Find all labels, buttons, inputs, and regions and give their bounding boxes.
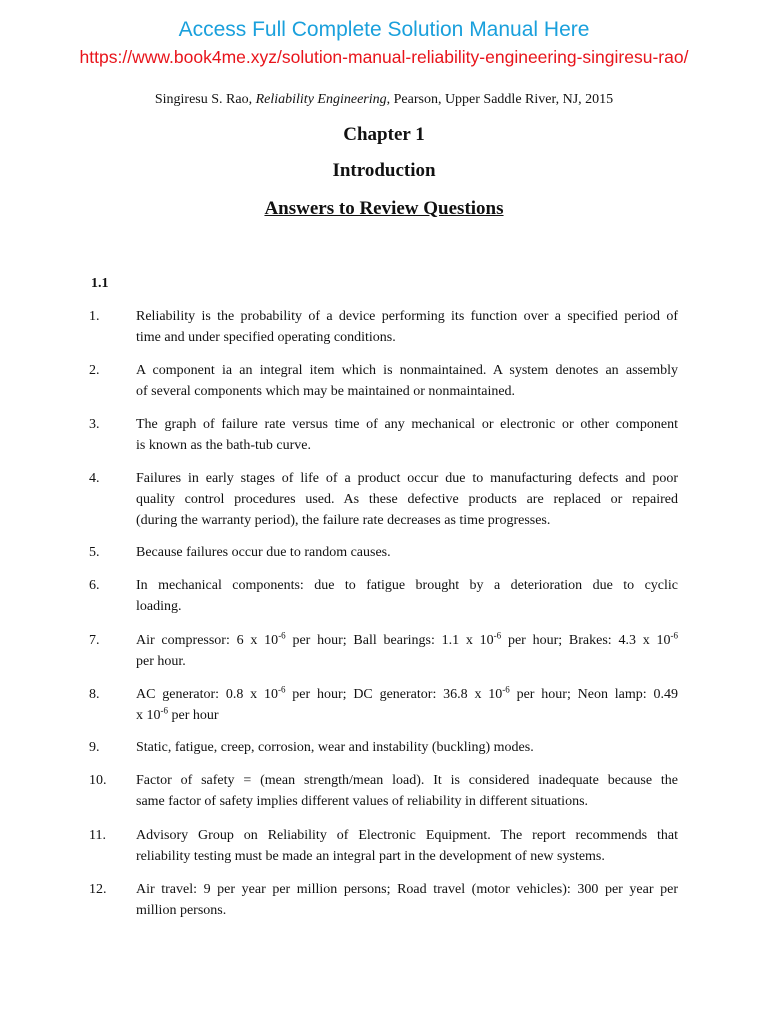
failure-rate-text: AC generator: 0.8 x 10	[136, 687, 278, 702]
exponent: -6	[502, 684, 510, 695]
answer-line: Static, fatigue, creep, corrosion, wear and instability (buckling) modes.	[136, 740, 534, 755]
citation-book-title: Reliability Engineering	[255, 92, 387, 107]
answer-number: 1.	[89, 309, 100, 324]
answer-line: reliability testing must be made an integral part in the development of new systems.	[136, 849, 605, 864]
answer-line: same factor of safety implies different values of reliability in different situations.	[136, 794, 589, 809]
answer-text	[136, 360, 678, 402]
answer-line: (during the warranty period), the failure rate decreases as time progresses.	[136, 513, 551, 528]
failure-rate-text: x 10	[136, 708, 161, 723]
chapter-heading: Chapter 1	[343, 124, 425, 145]
chapter-title: Introduction	[332, 160, 436, 181]
answer-line: Advisory Group on Reliability of Electronic Equipment. The report recommends that	[136, 828, 678, 843]
failure-rate-text: per hour; DC generator: 36.8 x 10	[285, 687, 503, 702]
answer-line: Air travel: 9 per year per million persons; Road travel (motor vehicles): 300 per year per	[136, 882, 678, 897]
answer-line: million persons.	[136, 903, 227, 918]
answer-line: per hour.	[136, 654, 186, 669]
answer-line	[136, 684, 678, 705]
failure-rate-text: per hour; Brakes: 4.3 x 10	[501, 633, 671, 648]
answer-line: Because failures occur due to random causes.	[136, 545, 391, 560]
answer-line: loading.	[136, 599, 182, 614]
answer-number: 7.	[89, 633, 100, 648]
failure-rate-text: Air compressor: 6 x 10	[136, 633, 279, 648]
exponent: -6	[160, 705, 168, 716]
citation-publisher: , Pearson, Upper Saddle River, NJ, 2015	[386, 92, 614, 107]
answer-number: 8.	[89, 687, 100, 702]
answer-line: time and under specified operating conditions.	[136, 330, 396, 345]
exponent: -6	[277, 684, 286, 695]
answer-line: Reliability is the probability of a device performing its function over a specified period of	[136, 309, 678, 324]
answer-text	[136, 542, 678, 563]
solution-manual-url-link[interactable]: https://www.book4me.xyz/solution-manual-reliability-engineering-singiresu-rao/	[79, 47, 689, 67]
answer-line: quality control procedures used. As these defective products are replaced or repaired	[136, 492, 678, 507]
solution-manual-banner-link[interactable]: Access Full Complete Solution Manual Here	[178, 18, 590, 41]
failure-rate-text: per hour; Neon lamp: 0.49	[509, 687, 678, 702]
answer-line: The graph of failure rate versus time of any mechanical or electronic or other component	[136, 417, 678, 432]
failure-rate-text: per hour; Ball bearings: 1.1 x 10	[285, 633, 494, 648]
answers-heading-text: Answers to Review Questions	[264, 198, 504, 219]
answer-text	[136, 825, 678, 867]
answers-heading	[0, 198, 768, 220]
answer-text	[136, 770, 678, 812]
answer-line: In mechanical components: due to fatigue brought by a deterioration due to cyclic	[136, 578, 678, 593]
answer-text	[136, 737, 678, 758]
answer-text	[136, 630, 678, 672]
citation-author: Singiresu S. Rao,	[154, 92, 256, 107]
answer-text	[136, 468, 678, 531]
exponent: -6	[278, 630, 286, 641]
answer-number: 10.	[89, 773, 107, 788]
answer-number: 6.	[89, 578, 100, 593]
answer-line	[136, 705, 678, 726]
answer-text	[136, 684, 678, 726]
exponent: -6	[493, 630, 502, 641]
answer-text	[136, 306, 678, 348]
answer-number: 12.	[89, 882, 107, 897]
failure-rate-text: per hour	[168, 708, 219, 723]
book-citation	[0, 92, 768, 108]
answer-number: 9.	[89, 740, 100, 755]
answer-line: is known as the bath-tub curve.	[136, 438, 311, 453]
answer-number: 5.	[89, 545, 100, 560]
exponent: -6	[670, 630, 678, 641]
answer-text	[136, 575, 678, 617]
answer-text	[136, 879, 678, 921]
answer-number: 11.	[89, 828, 106, 843]
answer-line	[136, 630, 678, 651]
answer-line: Factor of safety = (mean strength/mean load). It is considered inadequate because the	[136, 773, 678, 788]
answer-text	[136, 414, 678, 456]
section-number: 1.1	[91, 276, 109, 291]
answer-line: A component ia an integral item which is nonmaintained. A system denotes an assembly	[136, 363, 678, 378]
answer-number: 3.	[89, 417, 100, 432]
answer-number: 4.	[89, 471, 100, 486]
answer-number: 2.	[89, 363, 100, 378]
answer-line: of several components which may be maintained or nonmaintained.	[136, 384, 516, 399]
answer-line: Failures in early stages of life of a product occur due to manufacturing defects and poor	[136, 471, 678, 486]
